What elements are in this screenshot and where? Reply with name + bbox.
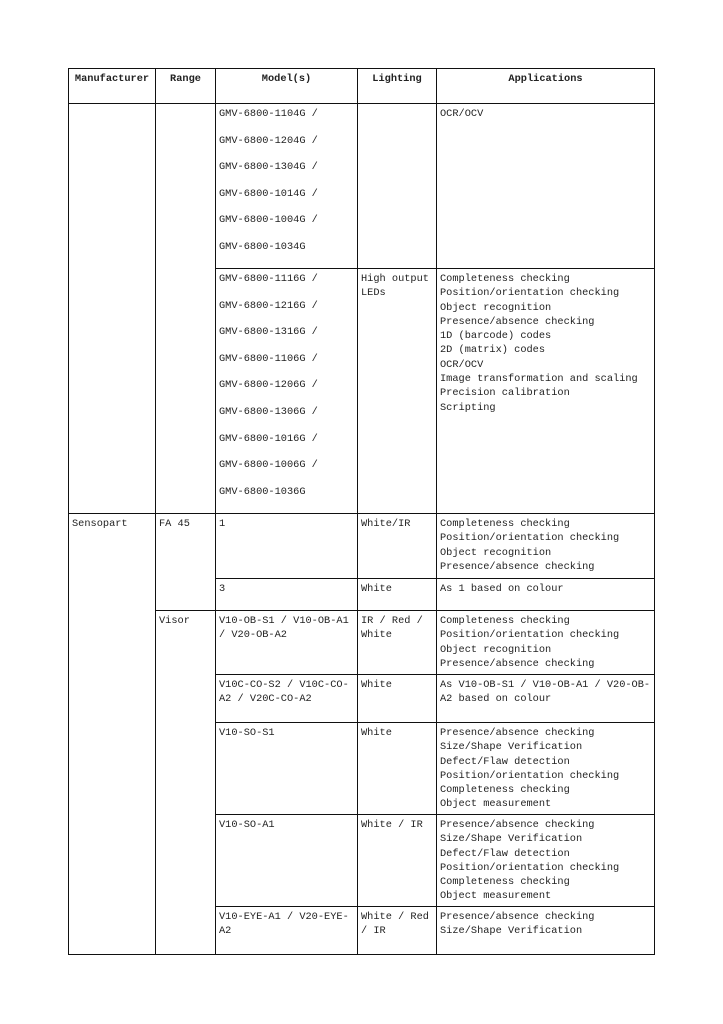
application-line: Completeness checking xyxy=(440,518,570,530)
application-line: OCR/OCV xyxy=(440,108,484,120)
manufacturer-cell: Sensopart xyxy=(69,514,156,955)
application-line: Position/orientation checking xyxy=(440,532,620,545)
range-cell xyxy=(156,104,216,514)
application-line: Size/Shape Verification xyxy=(440,925,583,938)
application-line: Presence/absence checking xyxy=(440,911,595,923)
model-line: GMV-6800-1016G / xyxy=(219,432,318,445)
application-line: Size/Shape Verification xyxy=(440,833,583,846)
lighting-cell: White xyxy=(358,723,437,815)
models-cell: V10-OB-S1 / V10-OB-A1 / V20-OB-A2 xyxy=(216,611,358,675)
header-models: Model(s) xyxy=(216,69,358,104)
header-manufacturer: Manufacturer xyxy=(69,69,156,104)
application-line: Presence/absence checking xyxy=(440,657,595,670)
model-line: GMV-6800-1104G / xyxy=(219,108,318,120)
application-line: Presence/absence checking xyxy=(440,315,595,328)
application-line: Object recognition xyxy=(440,546,552,559)
header-row xyxy=(69,69,655,104)
application-line: Completeness checking xyxy=(440,876,570,889)
model-line: GMV-6800-1116G / xyxy=(219,273,318,285)
application-line: Image transformation and scaling xyxy=(440,373,638,386)
table-row xyxy=(69,104,655,269)
application-line: Presence/absence checking xyxy=(440,560,595,573)
model-line: GMV-6800-1204G / xyxy=(219,134,318,147)
model-line: GMV-6800-1014G / xyxy=(219,187,318,200)
model-line: GMV-6800-1316G / xyxy=(219,326,318,339)
application-line: Object measurement xyxy=(440,890,552,903)
applications-cell xyxy=(437,579,655,611)
application-line: Completeness checking xyxy=(440,273,570,285)
application-line: Position/orientation checking xyxy=(440,287,620,300)
model-line: GMV-6800-1034G xyxy=(219,240,306,253)
application-line: Presence/absence checking xyxy=(440,819,595,831)
range-cell: Visor xyxy=(156,611,216,955)
model-line: GMV-6800-1304G / xyxy=(219,161,318,174)
applications-cell xyxy=(437,815,655,907)
applications-cell xyxy=(437,723,655,815)
range-cell: FA 45 xyxy=(156,514,216,611)
application-line: 1D (barcode) codes xyxy=(440,330,552,343)
header-range: Range xyxy=(156,69,216,104)
application-line: Position/orientation checking xyxy=(440,769,620,782)
header-lighting: Lighting xyxy=(358,69,437,104)
applications-cell xyxy=(437,907,655,955)
applications-cell xyxy=(437,104,655,269)
table-row xyxy=(69,611,655,675)
applications-cell xyxy=(437,269,655,514)
table-row xyxy=(69,514,655,579)
model-line: GMV-6800-1004G / xyxy=(219,214,318,227)
application-line: 2D (matrix) codes xyxy=(440,344,546,357)
lighting-cell: White xyxy=(358,675,437,723)
lighting-cell: High output LEDs xyxy=(358,269,437,514)
application-line: Object recognition xyxy=(440,301,552,314)
applications-cell xyxy=(437,675,655,723)
model-line: GMV-6800-1306G / xyxy=(219,405,318,418)
application-line: Defect/Flaw detection xyxy=(440,847,570,860)
header-applications: Applications xyxy=(437,69,655,104)
application-line: Completeness checking xyxy=(440,615,570,627)
model-line: GMV-6800-1006G / xyxy=(219,459,318,472)
model-line: GMV-6800-1036G xyxy=(219,485,306,498)
models-cell xyxy=(216,104,358,269)
application-line: OCR/OCV xyxy=(440,358,484,371)
application-line: Scripting xyxy=(440,401,496,414)
application-line: As V10-OB-S1 / V10-OB-A1 / V20-OB-A2 based on colour xyxy=(440,679,651,706)
lighting-cell: White / IR xyxy=(358,815,437,907)
models-cell: 1 xyxy=(216,514,358,579)
manufacturer-cell xyxy=(69,104,156,514)
application-line: Object measurement xyxy=(440,798,552,811)
model-line: GMV-6800-1216G / xyxy=(219,299,318,312)
application-line: Position/orientation checking xyxy=(440,861,620,874)
model-line: GMV-6800-1106G / xyxy=(219,352,318,365)
models-cell: V10C-CO-S2 / V10C-CO-A2 / V20C-CO-A2 xyxy=(216,675,358,723)
application-line: Size/Shape Verification xyxy=(440,741,583,754)
applications-cell xyxy=(437,514,655,579)
lighting-cell xyxy=(358,104,437,269)
application-line: Completeness checking xyxy=(440,784,570,797)
application-line: Presence/absence checking xyxy=(440,727,595,739)
application-line: Object recognition xyxy=(440,643,552,656)
application-line: As 1 based on colour xyxy=(440,583,564,595)
lighting-cell: White/IR xyxy=(358,514,437,579)
vision-systems-table xyxy=(68,68,655,955)
lighting-cell: White / Red / IR xyxy=(358,907,437,955)
application-line: Defect/Flaw detection xyxy=(440,755,570,768)
models-cell: V10-SO-S1 xyxy=(216,723,358,815)
models-cell: V10-EYE-A1 / V20-EYE-A2 xyxy=(216,907,358,955)
application-line: Position/orientation checking xyxy=(440,629,620,642)
models-cell xyxy=(216,269,358,514)
models-cell: 3 xyxy=(216,579,358,611)
models-cell: V10-SO-A1 xyxy=(216,815,358,907)
application-line: Precision calibration xyxy=(440,387,570,400)
applications-cell xyxy=(437,611,655,675)
lighting-cell: IR / Red / White xyxy=(358,611,437,675)
lighting-cell: White xyxy=(358,579,437,611)
model-line: GMV-6800-1206G / xyxy=(219,379,318,392)
